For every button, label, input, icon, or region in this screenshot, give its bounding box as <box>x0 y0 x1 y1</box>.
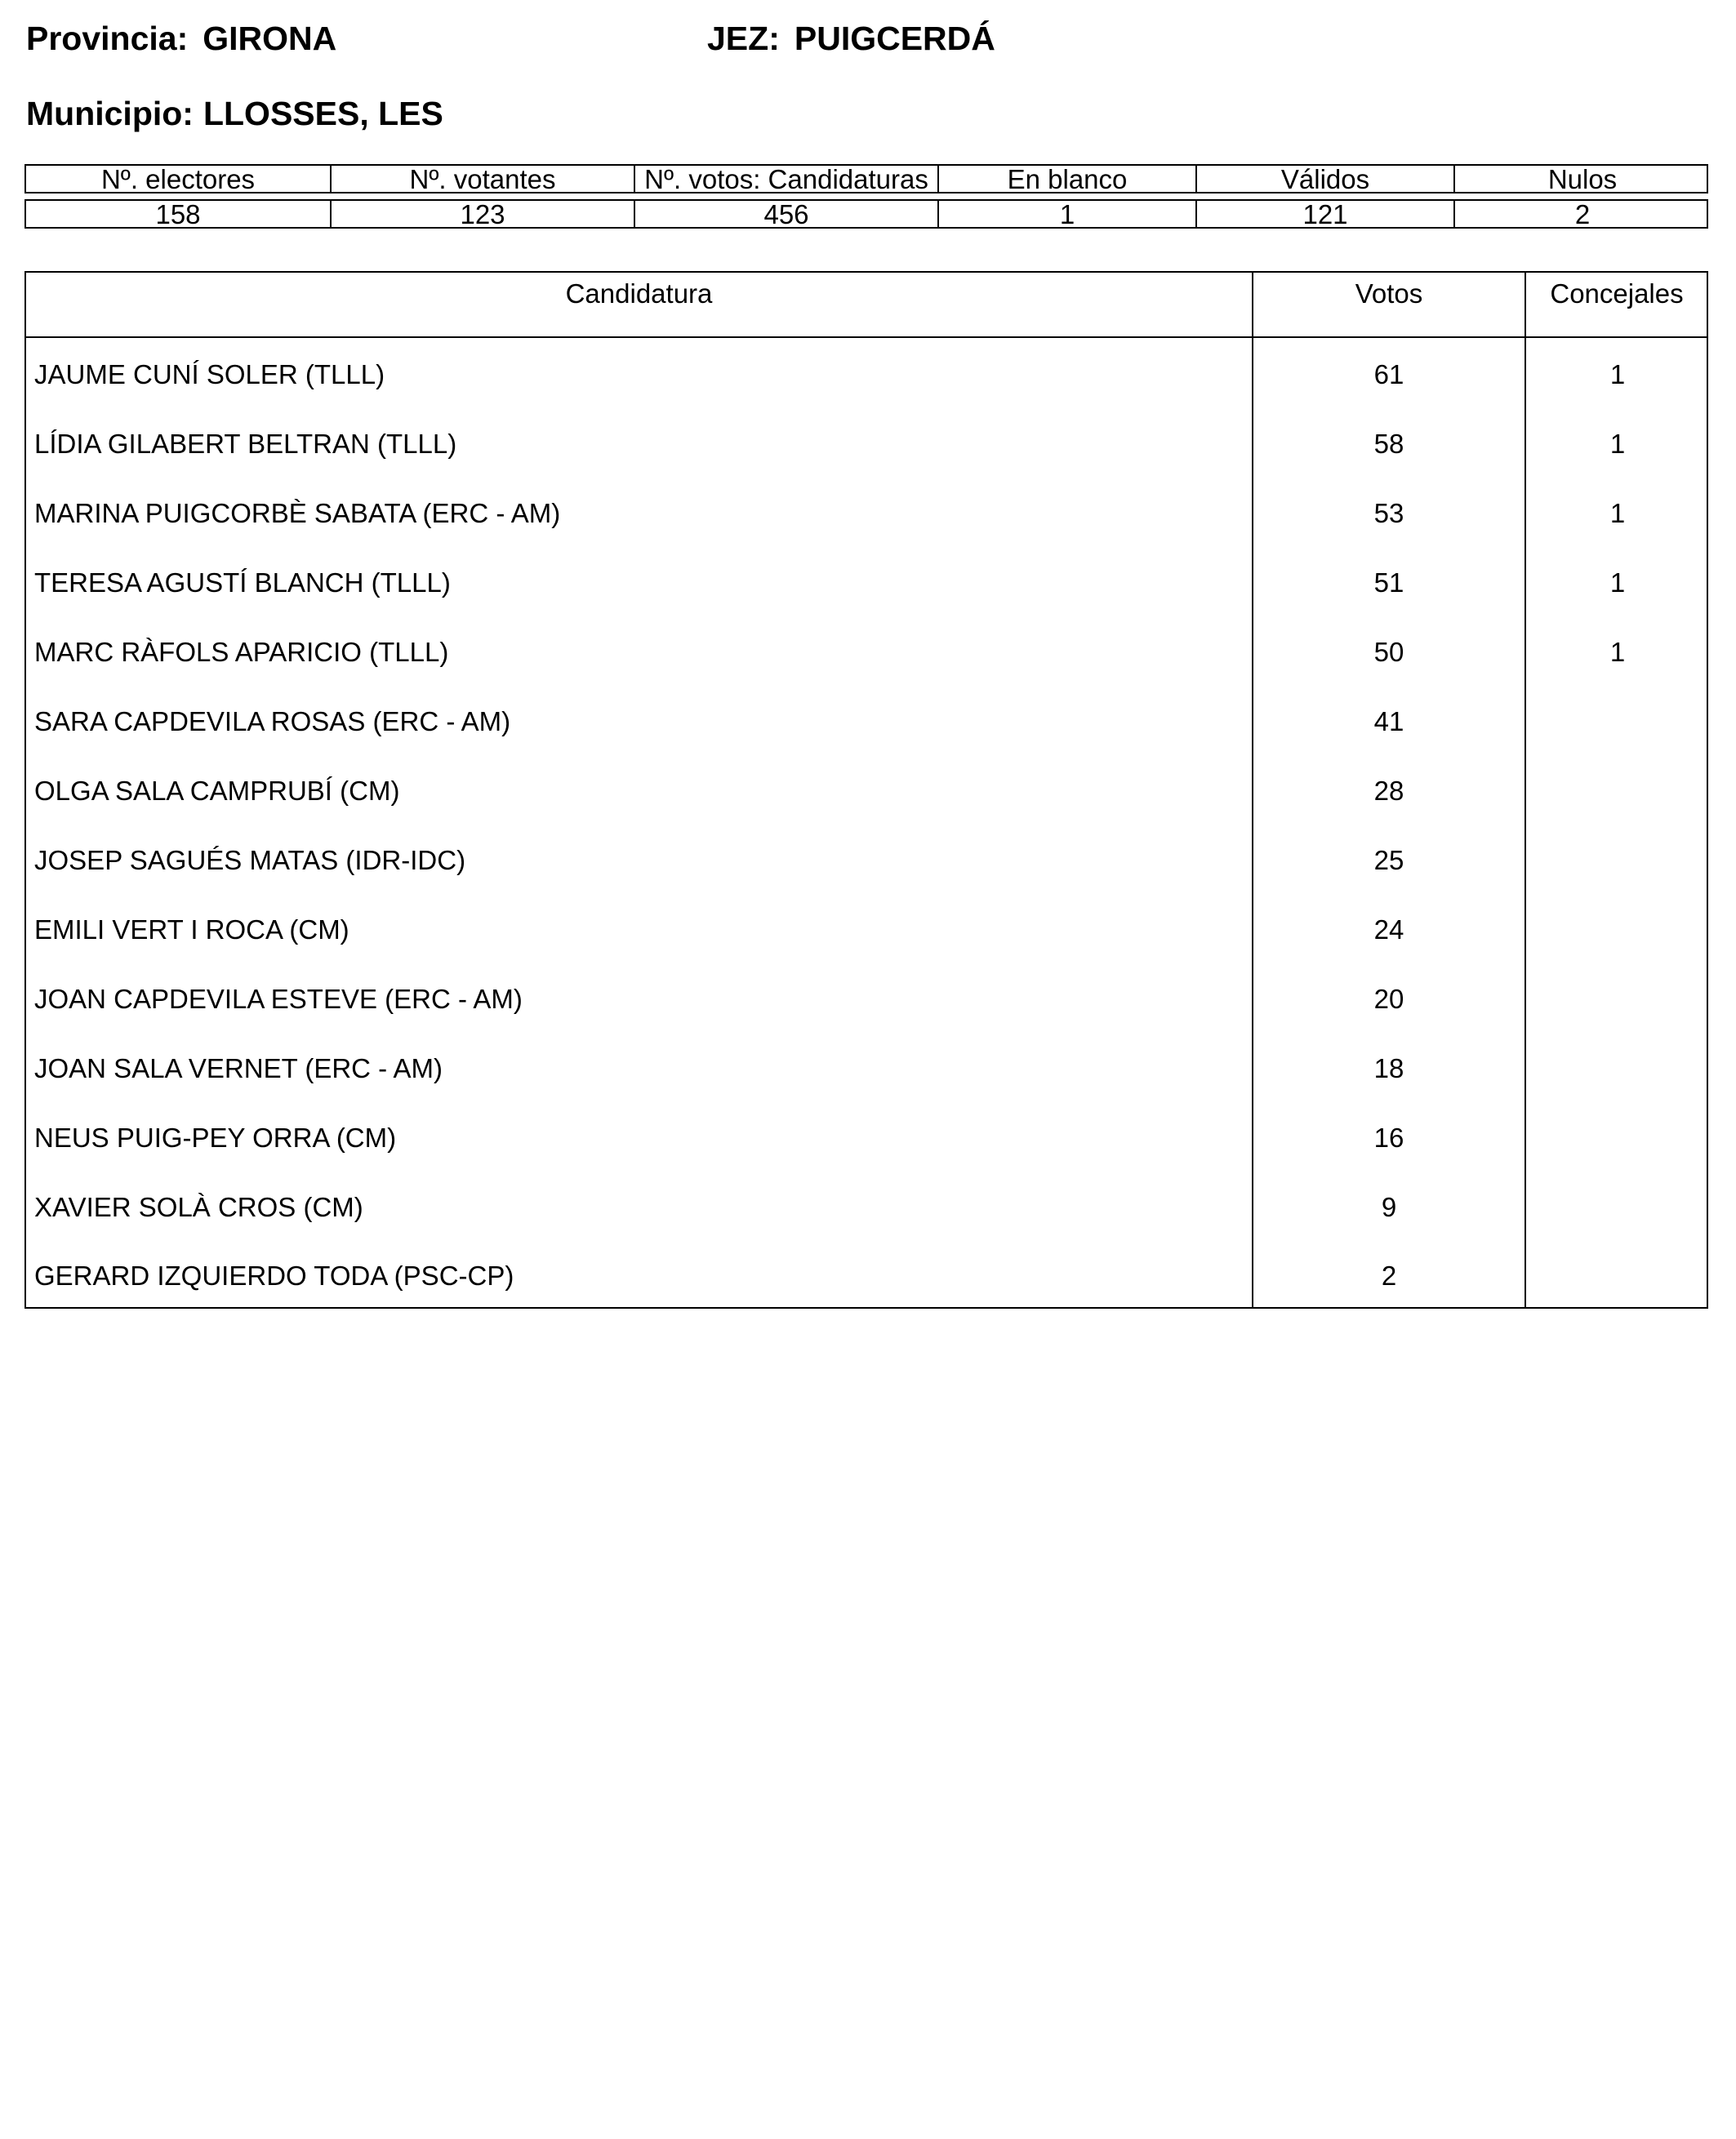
candidate-concejales: 1 <box>1609 567 1626 598</box>
candidate-name: JOAN SALA VERNET (ERC - AM) <box>34 1053 443 1083</box>
table-row <box>26 893 1707 963</box>
candidate-votes: 2 <box>1381 1261 1397 1291</box>
table-row <box>26 824 1707 893</box>
candidate-votes: 53 <box>1373 498 1404 528</box>
candidate-votes: 50 <box>1373 637 1404 667</box>
summary-value-votantes: 123 <box>330 201 634 227</box>
summary-value-row <box>24 199 1708 229</box>
table-row <box>26 1239 1707 1309</box>
results-header-candidatura: Candidatura <box>565 278 713 309</box>
candidate-name: JOSEP SAGUÉS MATAS (IDR-IDC) <box>34 845 466 875</box>
table-row <box>26 963 1707 1032</box>
candidate-votes: 58 <box>1373 429 1404 459</box>
municipio-heading <box>26 97 443 131</box>
summary-header-electores: Nº. electores <box>100 166 256 192</box>
summary-header-row <box>24 164 1708 193</box>
candidate-votes: 18 <box>1373 1053 1404 1083</box>
jez-value: PUIGCERDÁ <box>794 20 995 57</box>
summary-header-nulos: Nulos <box>1453 166 1710 192</box>
candidate-votes: 51 <box>1373 567 1404 598</box>
results-table <box>24 271 1708 1309</box>
summary-header-votantes: Nº. votantes <box>330 166 634 192</box>
table-row <box>26 477 1707 546</box>
table-row <box>26 616 1707 685</box>
candidate-name: EMILI VERT I ROCA (CM) <box>34 914 349 945</box>
candidate-name: SARA CAPDEVILA ROSAS (ERC - AM) <box>34 706 511 736</box>
candidate-concejales: 1 <box>1609 359 1626 389</box>
summary-value-votos-candidaturas: 456 <box>634 201 937 227</box>
summary-value-nulos: 2 <box>1453 201 1710 227</box>
candidate-votes: 20 <box>1373 984 1404 1014</box>
summary-header-validos: Válidos <box>1195 166 1453 192</box>
summary-value-en-blanco: 1 <box>937 201 1195 227</box>
municipio-label: Municipio: <box>26 95 194 132</box>
candidate-votes: 25 <box>1373 845 1404 875</box>
candidate-name: XAVIER SOLÀ CROS (CM) <box>34 1192 363 1222</box>
table-row <box>26 754 1707 824</box>
candidate-votes: 9 <box>1381 1192 1397 1222</box>
candidate-name: JAUME CUNÍ SOLER (TLLL) <box>34 359 385 389</box>
summary-value-electores: 158 <box>155 201 201 227</box>
table-row <box>26 1101 1707 1171</box>
table-row <box>26 685 1707 754</box>
candidate-votes: 28 <box>1373 776 1404 806</box>
candidate-name: NEUS PUIG-PEY ORRA (CM) <box>34 1123 397 1153</box>
candidate-concejales: 1 <box>1609 429 1626 459</box>
provincia-value: GIRONA <box>203 20 337 57</box>
candidate-name: TERESA AGUSTÍ BLANCH (TLLL) <box>34 567 451 598</box>
candidate-name: OLGA SALA CAMPRUBÍ (CM) <box>34 776 400 806</box>
candidate-name: JOAN CAPDEVILA ESTEVE (ERC - AM) <box>34 984 523 1014</box>
results-header-votos: Votos <box>1355 278 1423 309</box>
jez-heading <box>707 22 995 56</box>
summary-table <box>24 164 1708 229</box>
table-row <box>26 1032 1707 1101</box>
provincia-label: Provincia: <box>26 20 189 57</box>
candidate-concejales: 1 <box>1609 637 1626 667</box>
table-row <box>26 338 1707 407</box>
candidate-name: LÍDIA GILABERT BELTRAN (TLLL) <box>34 429 457 459</box>
candidate-name: MARC RÀFOLS APARICIO (TLLL) <box>34 637 449 667</box>
candidate-name: GERARD IZQUIERDO TODA (PSC-CP) <box>34 1261 514 1291</box>
municipio-value: LLOSSES, LES <box>203 95 443 132</box>
summary-value-validos: 121 <box>1195 201 1453 227</box>
table-row <box>26 1171 1707 1240</box>
summary-header-en-blanco: En blanco <box>937 166 1195 192</box>
jez-label: JEZ: <box>707 20 780 57</box>
candidate-votes: 24 <box>1373 914 1404 945</box>
results-header-concejales: Concejales <box>1550 278 1684 309</box>
candidate-concejales: 1 <box>1609 498 1626 528</box>
candidate-votes: 41 <box>1373 706 1404 736</box>
candidate-votes: 16 <box>1373 1123 1404 1153</box>
summary-header-votos-candidaturas: Nº. votos: Candidaturas <box>634 166 937 192</box>
table-row <box>26 407 1707 477</box>
candidate-name: MARINA PUIGCORBÈ SABATA (ERC - AM) <box>34 498 561 528</box>
provincia-heading <box>26 22 336 56</box>
table-row <box>26 546 1707 616</box>
candidate-votes: 61 <box>1373 359 1404 389</box>
